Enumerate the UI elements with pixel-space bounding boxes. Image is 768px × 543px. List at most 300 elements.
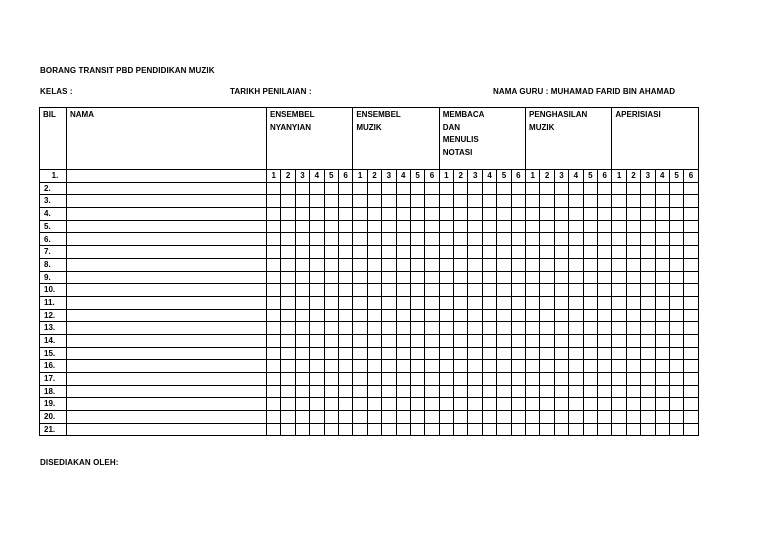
level-cell[interactable]	[353, 296, 367, 309]
level-cell[interactable]	[569, 182, 583, 195]
student-name-cell[interactable]	[67, 220, 267, 233]
level-cell[interactable]	[382, 296, 396, 309]
level-cell[interactable]	[439, 271, 453, 284]
level-cell[interactable]	[324, 233, 338, 246]
level-cell[interactable]	[583, 195, 597, 208]
level-cell[interactable]	[655, 182, 669, 195]
level-cell[interactable]	[569, 398, 583, 411]
level-cell[interactable]	[554, 423, 568, 436]
level-cell[interactable]	[468, 195, 482, 208]
level-cell[interactable]	[669, 309, 683, 322]
level-cell[interactable]	[425, 411, 439, 424]
level-cell[interactable]	[497, 423, 511, 436]
level-cell[interactable]	[669, 296, 683, 309]
level-cell[interactable]	[310, 258, 324, 271]
level-cell[interactable]	[338, 284, 352, 297]
level-cell[interactable]	[281, 411, 295, 424]
level-cell[interactable]	[396, 322, 410, 335]
level-cell[interactable]	[655, 373, 669, 386]
level-cell[interactable]	[353, 220, 367, 233]
level-cell[interactable]	[367, 284, 381, 297]
level-cell[interactable]	[511, 220, 525, 233]
level-cell[interactable]	[396, 271, 410, 284]
level-cell[interactable]	[295, 334, 309, 347]
level-cell[interactable]	[367, 334, 381, 347]
level-cell[interactable]	[353, 208, 367, 221]
level-cell[interactable]	[382, 385, 396, 398]
level-cell[interactable]	[597, 385, 611, 398]
level-cell[interactable]	[353, 258, 367, 271]
level-cell[interactable]	[324, 220, 338, 233]
level-cell[interactable]	[338, 322, 352, 335]
level-cell[interactable]	[684, 271, 698, 284]
level-cell[interactable]	[482, 347, 496, 360]
level-cell[interactable]	[597, 360, 611, 373]
level-cell[interactable]	[281, 385, 295, 398]
level-cell[interactable]	[684, 258, 698, 271]
level-cell[interactable]	[655, 360, 669, 373]
level-cell[interactable]	[353, 322, 367, 335]
level-cell[interactable]	[655, 220, 669, 233]
level-cell[interactable]	[497, 398, 511, 411]
level-cell[interactable]	[554, 347, 568, 360]
level-cell[interactable]	[497, 233, 511, 246]
level-cell[interactable]	[641, 334, 655, 347]
level-cell[interactable]	[540, 347, 554, 360]
level-cell[interactable]	[684, 246, 698, 259]
level-cell[interactable]	[641, 309, 655, 322]
level-cell[interactable]	[439, 347, 453, 360]
level-cell[interactable]	[684, 284, 698, 297]
level-cell[interactable]	[540, 271, 554, 284]
level-cell[interactable]	[540, 284, 554, 297]
level-cell[interactable]	[569, 309, 583, 322]
level-cell[interactable]	[626, 385, 640, 398]
level-cell[interactable]	[425, 182, 439, 195]
level-cell[interactable]	[482, 220, 496, 233]
level-cell[interactable]	[281, 322, 295, 335]
level-cell[interactable]	[324, 284, 338, 297]
level-cell[interactable]	[353, 411, 367, 424]
level-cell[interactable]	[367, 271, 381, 284]
level-cell[interactable]	[267, 296, 281, 309]
level-cell[interactable]	[396, 284, 410, 297]
level-cell[interactable]	[554, 233, 568, 246]
level-cell[interactable]	[396, 423, 410, 436]
level-cell[interactable]	[281, 208, 295, 221]
level-cell[interactable]	[526, 398, 540, 411]
level-cell[interactable]	[554, 246, 568, 259]
student-name-cell[interactable]	[67, 334, 267, 347]
level-cell[interactable]	[267, 360, 281, 373]
level-cell[interactable]	[684, 411, 698, 424]
level-cell[interactable]	[439, 385, 453, 398]
level-cell[interactable]	[324, 322, 338, 335]
level-cell[interactable]	[468, 220, 482, 233]
level-cell[interactable]	[468, 233, 482, 246]
level-cell[interactable]	[310, 233, 324, 246]
level-cell[interactable]	[396, 258, 410, 271]
level-cell[interactable]	[655, 423, 669, 436]
level-cell[interactable]	[295, 360, 309, 373]
level-cell[interactable]	[396, 373, 410, 386]
level-cell[interactable]	[367, 322, 381, 335]
level-cell[interactable]	[324, 182, 338, 195]
level-cell[interactable]	[540, 220, 554, 233]
level-cell[interactable]	[626, 233, 640, 246]
level-cell[interactable]	[425, 385, 439, 398]
level-cell[interactable]	[310, 208, 324, 221]
level-cell[interactable]	[454, 373, 468, 386]
level-cell[interactable]	[612, 258, 626, 271]
level-cell[interactable]	[511, 373, 525, 386]
level-cell[interactable]	[324, 398, 338, 411]
level-cell[interactable]	[468, 373, 482, 386]
level-cell[interactable]	[353, 360, 367, 373]
level-cell[interactable]	[410, 360, 424, 373]
level-cell[interactable]	[267, 373, 281, 386]
level-cell[interactable]	[267, 309, 281, 322]
level-cell[interactable]	[569, 296, 583, 309]
level-cell[interactable]	[324, 385, 338, 398]
level-cell[interactable]	[410, 220, 424, 233]
level-cell[interactable]	[281, 423, 295, 436]
level-cell[interactable]	[310, 195, 324, 208]
level-cell[interactable]	[583, 309, 597, 322]
level-cell[interactable]	[511, 195, 525, 208]
level-cell[interactable]	[612, 309, 626, 322]
level-cell[interactable]	[497, 220, 511, 233]
level-cell[interactable]	[367, 423, 381, 436]
level-cell[interactable]	[626, 182, 640, 195]
level-cell[interactable]	[684, 423, 698, 436]
level-cell[interactable]	[353, 373, 367, 386]
student-name-cell[interactable]	[67, 309, 267, 322]
level-cell[interactable]	[626, 322, 640, 335]
level-cell[interactable]	[468, 398, 482, 411]
student-name-cell[interactable]	[67, 284, 267, 297]
level-cell[interactable]	[597, 347, 611, 360]
level-cell[interactable]	[425, 271, 439, 284]
level-cell[interactable]	[511, 385, 525, 398]
level-cell[interactable]	[439, 284, 453, 297]
level-cell[interactable]	[626, 208, 640, 221]
level-cell[interactable]	[655, 271, 669, 284]
level-cell[interactable]	[655, 208, 669, 221]
level-cell[interactable]	[641, 195, 655, 208]
level-cell[interactable]	[338, 334, 352, 347]
level-cell[interactable]	[540, 182, 554, 195]
level-cell[interactable]	[526, 385, 540, 398]
level-cell[interactable]	[267, 423, 281, 436]
level-cell[interactable]	[655, 246, 669, 259]
level-cell[interactable]	[454, 309, 468, 322]
level-cell[interactable]	[626, 360, 640, 373]
student-name-cell[interactable]	[67, 208, 267, 221]
level-cell[interactable]	[310, 347, 324, 360]
level-cell[interactable]	[281, 296, 295, 309]
level-cell[interactable]	[626, 258, 640, 271]
level-cell[interactable]	[281, 334, 295, 347]
level-cell[interactable]	[684, 220, 698, 233]
level-cell[interactable]	[382, 334, 396, 347]
student-name-cell[interactable]	[67, 360, 267, 373]
level-cell[interactable]	[655, 347, 669, 360]
level-cell[interactable]	[641, 322, 655, 335]
level-cell[interactable]	[569, 385, 583, 398]
student-name-cell[interactable]	[67, 271, 267, 284]
level-cell[interactable]	[669, 246, 683, 259]
level-cell[interactable]	[612, 398, 626, 411]
level-cell[interactable]	[554, 208, 568, 221]
level-cell[interactable]	[626, 309, 640, 322]
level-cell[interactable]	[684, 373, 698, 386]
level-cell[interactable]	[338, 195, 352, 208]
level-cell[interactable]	[267, 398, 281, 411]
level-cell[interactable]	[338, 246, 352, 259]
level-cell[interactable]	[655, 258, 669, 271]
level-cell[interactable]	[583, 360, 597, 373]
level-cell[interactable]	[583, 423, 597, 436]
level-cell[interactable]	[367, 347, 381, 360]
level-cell[interactable]	[267, 182, 281, 195]
level-cell[interactable]	[454, 385, 468, 398]
level-cell[interactable]	[540, 309, 554, 322]
level-cell[interactable]	[425, 258, 439, 271]
level-cell[interactable]	[612, 385, 626, 398]
level-cell[interactable]	[439, 258, 453, 271]
level-cell[interactable]	[295, 411, 309, 424]
level-cell[interactable]	[382, 220, 396, 233]
level-cell[interactable]	[554, 195, 568, 208]
level-cell[interactable]	[669, 398, 683, 411]
level-cell[interactable]	[626, 296, 640, 309]
level-cell[interactable]	[267, 411, 281, 424]
level-cell[interactable]	[338, 347, 352, 360]
level-cell[interactable]	[295, 208, 309, 221]
level-cell[interactable]	[526, 220, 540, 233]
level-cell[interactable]	[669, 195, 683, 208]
level-cell[interactable]	[295, 423, 309, 436]
level-cell[interactable]	[367, 411, 381, 424]
level-cell[interactable]	[410, 284, 424, 297]
level-cell[interactable]	[482, 233, 496, 246]
level-cell[interactable]	[396, 309, 410, 322]
level-cell[interactable]	[540, 258, 554, 271]
level-cell[interactable]	[684, 182, 698, 195]
level-cell[interactable]	[382, 258, 396, 271]
level-cell[interactable]	[425, 309, 439, 322]
level-cell[interactable]	[655, 296, 669, 309]
level-cell[interactable]	[497, 360, 511, 373]
level-cell[interactable]	[281, 233, 295, 246]
level-cell[interactable]	[684, 322, 698, 335]
level-cell[interactable]	[267, 220, 281, 233]
level-cell[interactable]	[338, 398, 352, 411]
level-cell[interactable]	[310, 182, 324, 195]
level-cell[interactable]	[540, 423, 554, 436]
level-cell[interactable]	[511, 246, 525, 259]
level-cell[interactable]	[626, 195, 640, 208]
level-cell[interactable]	[612, 271, 626, 284]
level-cell[interactable]	[367, 246, 381, 259]
level-cell[interactable]	[439, 309, 453, 322]
level-cell[interactable]	[612, 246, 626, 259]
level-cell[interactable]	[425, 195, 439, 208]
student-name-cell[interactable]	[67, 195, 267, 208]
level-cell[interactable]	[655, 334, 669, 347]
level-cell[interactable]	[425, 398, 439, 411]
level-cell[interactable]	[669, 322, 683, 335]
level-cell[interactable]	[497, 182, 511, 195]
level-cell[interactable]	[367, 258, 381, 271]
level-cell[interactable]	[396, 296, 410, 309]
level-cell[interactable]	[367, 182, 381, 195]
student-name-cell[interactable]	[67, 385, 267, 398]
level-cell[interactable]	[554, 373, 568, 386]
level-cell[interactable]	[425, 233, 439, 246]
level-cell[interactable]	[511, 347, 525, 360]
level-cell[interactable]	[396, 246, 410, 259]
level-cell[interactable]	[338, 296, 352, 309]
level-cell[interactable]	[439, 373, 453, 386]
level-cell[interactable]	[569, 322, 583, 335]
level-cell[interactable]	[612, 411, 626, 424]
level-cell[interactable]	[597, 423, 611, 436]
level-cell[interactable]	[583, 246, 597, 259]
level-cell[interactable]	[655, 322, 669, 335]
level-cell[interactable]	[583, 208, 597, 221]
level-cell[interactable]	[425, 296, 439, 309]
level-cell[interactable]	[310, 322, 324, 335]
level-cell[interactable]	[281, 195, 295, 208]
level-cell[interactable]	[468, 411, 482, 424]
level-cell[interactable]	[583, 271, 597, 284]
level-cell[interactable]	[526, 246, 540, 259]
level-cell[interactable]	[410, 233, 424, 246]
level-cell[interactable]	[669, 385, 683, 398]
level-cell[interactable]	[583, 322, 597, 335]
level-cell[interactable]	[554, 258, 568, 271]
level-cell[interactable]	[454, 258, 468, 271]
level-cell[interactable]	[396, 208, 410, 221]
level-cell[interactable]	[641, 182, 655, 195]
level-cell[interactable]	[684, 309, 698, 322]
level-cell[interactable]	[425, 423, 439, 436]
level-cell[interactable]	[583, 411, 597, 424]
level-cell[interactable]	[295, 246, 309, 259]
level-cell[interactable]	[540, 373, 554, 386]
level-cell[interactable]	[281, 258, 295, 271]
level-cell[interactable]	[468, 296, 482, 309]
level-cell[interactable]	[267, 385, 281, 398]
level-cell[interactable]	[482, 411, 496, 424]
student-name-cell[interactable]	[67, 322, 267, 335]
level-cell[interactable]	[454, 347, 468, 360]
level-cell[interactable]	[511, 334, 525, 347]
level-cell[interactable]	[540, 246, 554, 259]
level-cell[interactable]	[281, 220, 295, 233]
level-cell[interactable]	[641, 296, 655, 309]
level-cell[interactable]	[310, 309, 324, 322]
level-cell[interactable]	[425, 284, 439, 297]
level-cell[interactable]	[497, 271, 511, 284]
level-cell[interactable]	[439, 208, 453, 221]
level-cell[interactable]	[382, 322, 396, 335]
level-cell[interactable]	[324, 296, 338, 309]
level-cell[interactable]	[626, 373, 640, 386]
level-cell[interactable]	[310, 220, 324, 233]
level-cell[interactable]	[655, 309, 669, 322]
level-cell[interactable]	[410, 411, 424, 424]
level-cell[interactable]	[324, 423, 338, 436]
level-cell[interactable]	[310, 411, 324, 424]
level-cell[interactable]	[338, 373, 352, 386]
level-cell[interactable]	[353, 182, 367, 195]
level-cell[interactable]	[295, 284, 309, 297]
level-cell[interactable]	[310, 271, 324, 284]
level-cell[interactable]	[468, 284, 482, 297]
level-cell[interactable]	[425, 220, 439, 233]
level-cell[interactable]	[310, 246, 324, 259]
level-cell[interactable]	[324, 246, 338, 259]
level-cell[interactable]	[295, 347, 309, 360]
level-cell[interactable]	[497, 258, 511, 271]
level-cell[interactable]	[353, 347, 367, 360]
level-cell[interactable]	[597, 322, 611, 335]
level-cell[interactable]	[497, 322, 511, 335]
level-cell[interactable]	[267, 208, 281, 221]
level-cell[interactable]	[583, 398, 597, 411]
level-cell[interactable]	[597, 258, 611, 271]
level-cell[interactable]	[439, 360, 453, 373]
level-cell[interactable]	[410, 423, 424, 436]
level-cell[interactable]	[382, 233, 396, 246]
level-cell[interactable]	[669, 373, 683, 386]
level-cell[interactable]	[669, 423, 683, 436]
level-cell[interactable]	[482, 360, 496, 373]
level-cell[interactable]	[482, 208, 496, 221]
level-cell[interactable]	[569, 423, 583, 436]
level-cell[interactable]	[439, 423, 453, 436]
level-cell[interactable]	[454, 284, 468, 297]
level-cell[interactable]	[382, 182, 396, 195]
level-cell[interactable]	[353, 233, 367, 246]
level-cell[interactable]	[396, 220, 410, 233]
level-cell[interactable]	[410, 347, 424, 360]
level-cell[interactable]	[641, 246, 655, 259]
level-cell[interactable]	[310, 334, 324, 347]
level-cell[interactable]	[583, 347, 597, 360]
level-cell[interactable]	[310, 398, 324, 411]
level-cell[interactable]	[641, 284, 655, 297]
level-cell[interactable]	[468, 347, 482, 360]
level-cell[interactable]	[669, 411, 683, 424]
level-cell[interactable]	[439, 182, 453, 195]
level-cell[interactable]	[482, 246, 496, 259]
level-cell[interactable]	[281, 309, 295, 322]
level-cell[interactable]	[353, 398, 367, 411]
level-cell[interactable]	[540, 334, 554, 347]
level-cell[interactable]	[497, 246, 511, 259]
level-cell[interactable]	[597, 284, 611, 297]
level-cell[interactable]	[382, 347, 396, 360]
level-cell[interactable]	[482, 334, 496, 347]
level-cell[interactable]	[439, 296, 453, 309]
level-cell[interactable]	[511, 208, 525, 221]
level-cell[interactable]	[410, 208, 424, 221]
level-cell[interactable]	[367, 373, 381, 386]
